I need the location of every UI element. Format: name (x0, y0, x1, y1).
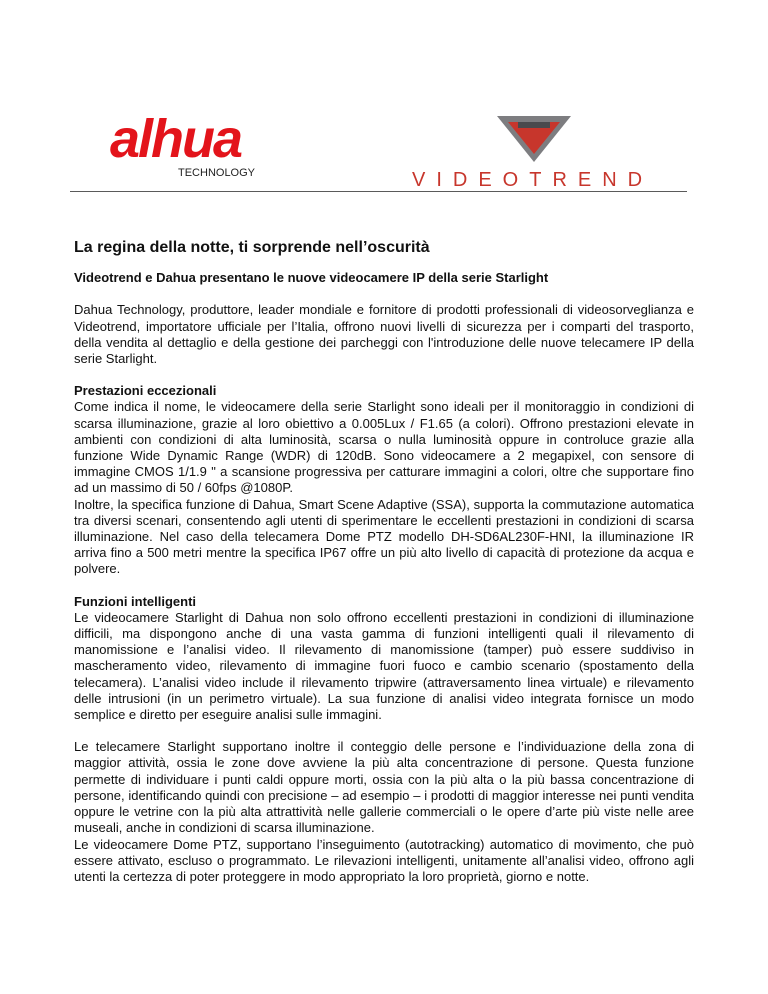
videotrend-logo-stripe (518, 122, 550, 128)
header-divider (70, 191, 687, 192)
article-body (74, 240, 694, 885)
videotrend-logo-wordmark: VIDEOTREND (412, 169, 654, 191)
dahua-logo (110, 112, 335, 180)
intro-paragraph: Dahua Technology, produttore, leader mondiale e fornitore di prodotti professionali di videosorveglianza e Videotrend, importatore ufficiale per l’Italia, offrono nuovi livelli di sicurezza per i comparti del trasporto, della vendita al dettaglio e della gestione dei parcheggi con l'introduzione delle nuove telecamere IP della serie Starlight. (74, 302, 694, 367)
section-paragraph: Le videocamere Starlight di Dahua non solo offrono eccellenti prestazioni in condizioni di illuminazione difficili, ma dispongono anche di una vasta gamma di funzioni intelligenti quali il rilevamento di manomissione e l’analisi video. Il rilevamento di manomissione (tamper) può essere suddiviso in mascheramento video, rilevamento di immagine fuori fuoco e cambio scenario (spostamento della telecamera). L’analisi video include il rilevamento tripwire (attraversamento linea virtuale) e rilevamento delle intrusioni (in un perimetro virtuale). La sua funzione di analisi video integrata fornisce un modo semplice e diretto per eseguire analisi sulle immagini. (74, 609, 694, 723)
section-heading-funzioni: Funzioni intelligenti (74, 593, 197, 609)
videotrend-logo (400, 112, 690, 198)
closing-paragraph: Le videocamere Dome PTZ, supportano l’inseguimento (autotracking) automatico di movimento, che può essere attivato, escluso o programmato. Le rilevazioni intelligenti, unitamente all’analisi video, offrono agli utenti la certezza di poter proteggere in modo appropriato la loro proprietà, giorno e notte. (74, 836, 694, 884)
article-title: La regina della notte, ti sorprende nell’oscurità (74, 239, 430, 256)
section-paragraph: Inoltre, la specifica funzione di Dahua, Smart Scene Adaptive (SSA), supporta la commutazione automatica tra diversi scenari, consentendo agli utenti di sperimentare le eccellenti prestazioni in condizioni di scarsa illuminazione. Nel caso della telecamera Dome PTZ modello DH-SD6AL230F-HNI, la illuminazione IR arriva fino a 500 metri mentre la specifica IP67 offre un più alto livello di capacità di protezione da acqua e polvere. (74, 496, 694, 577)
closing-paragraph: Le telecamere Starlight supportano inoltre il conteggio delle persone e l’individuazione della zona di maggior attività, ossia le zone dove avviene la più alta concentrazione di persone. Questa funzione permette di individuare i punti caldi oppure morti, ossia con la più alta o la più bassa concentrazione di persone, identificando quindi con precisione – ad esempio – i prodotti di maggior interesse nei punti vendita oppure le vetrine con la più alta attrattività nelle gallerie commerciali o le opere d’arte più viste nelle aree museali, anche in condizioni di scarsa illuminazione. (74, 739, 694, 836)
dahua-logo-technology: TECHNOLOGY (178, 167, 256, 179)
section-paragraph: Come indica il nome, le videocamere della serie Starlight sono ideali per il monitoraggio in condizioni di scarsa illuminazione, grazie al loro obiettivo a 0.005Lux / F1.65 (a colori). Offrono prestazioni elevate in ambienti con condizioni di alta luminosità, scarsa o nulla luminosità oppure in controluce grazie alla funzione Wide Dynamic Range (WDR) di 120dB. Sono videocamere a 2 megapixel, con sensore di immagine CMOS 1/1.9 " a scansione progressiva per catturare immagini a colori, oltre che supportare fino ad un massimo di 50 / 60fps @1080P. (74, 399, 694, 496)
article-subtitle: Videotrend e Dahua presentano le nuove videocamere IP della serie Starlight (74, 270, 549, 286)
section-heading-prestazioni: Prestazioni eccezionali (74, 383, 217, 399)
dahua-logo-wordmark: alhua (110, 112, 242, 169)
